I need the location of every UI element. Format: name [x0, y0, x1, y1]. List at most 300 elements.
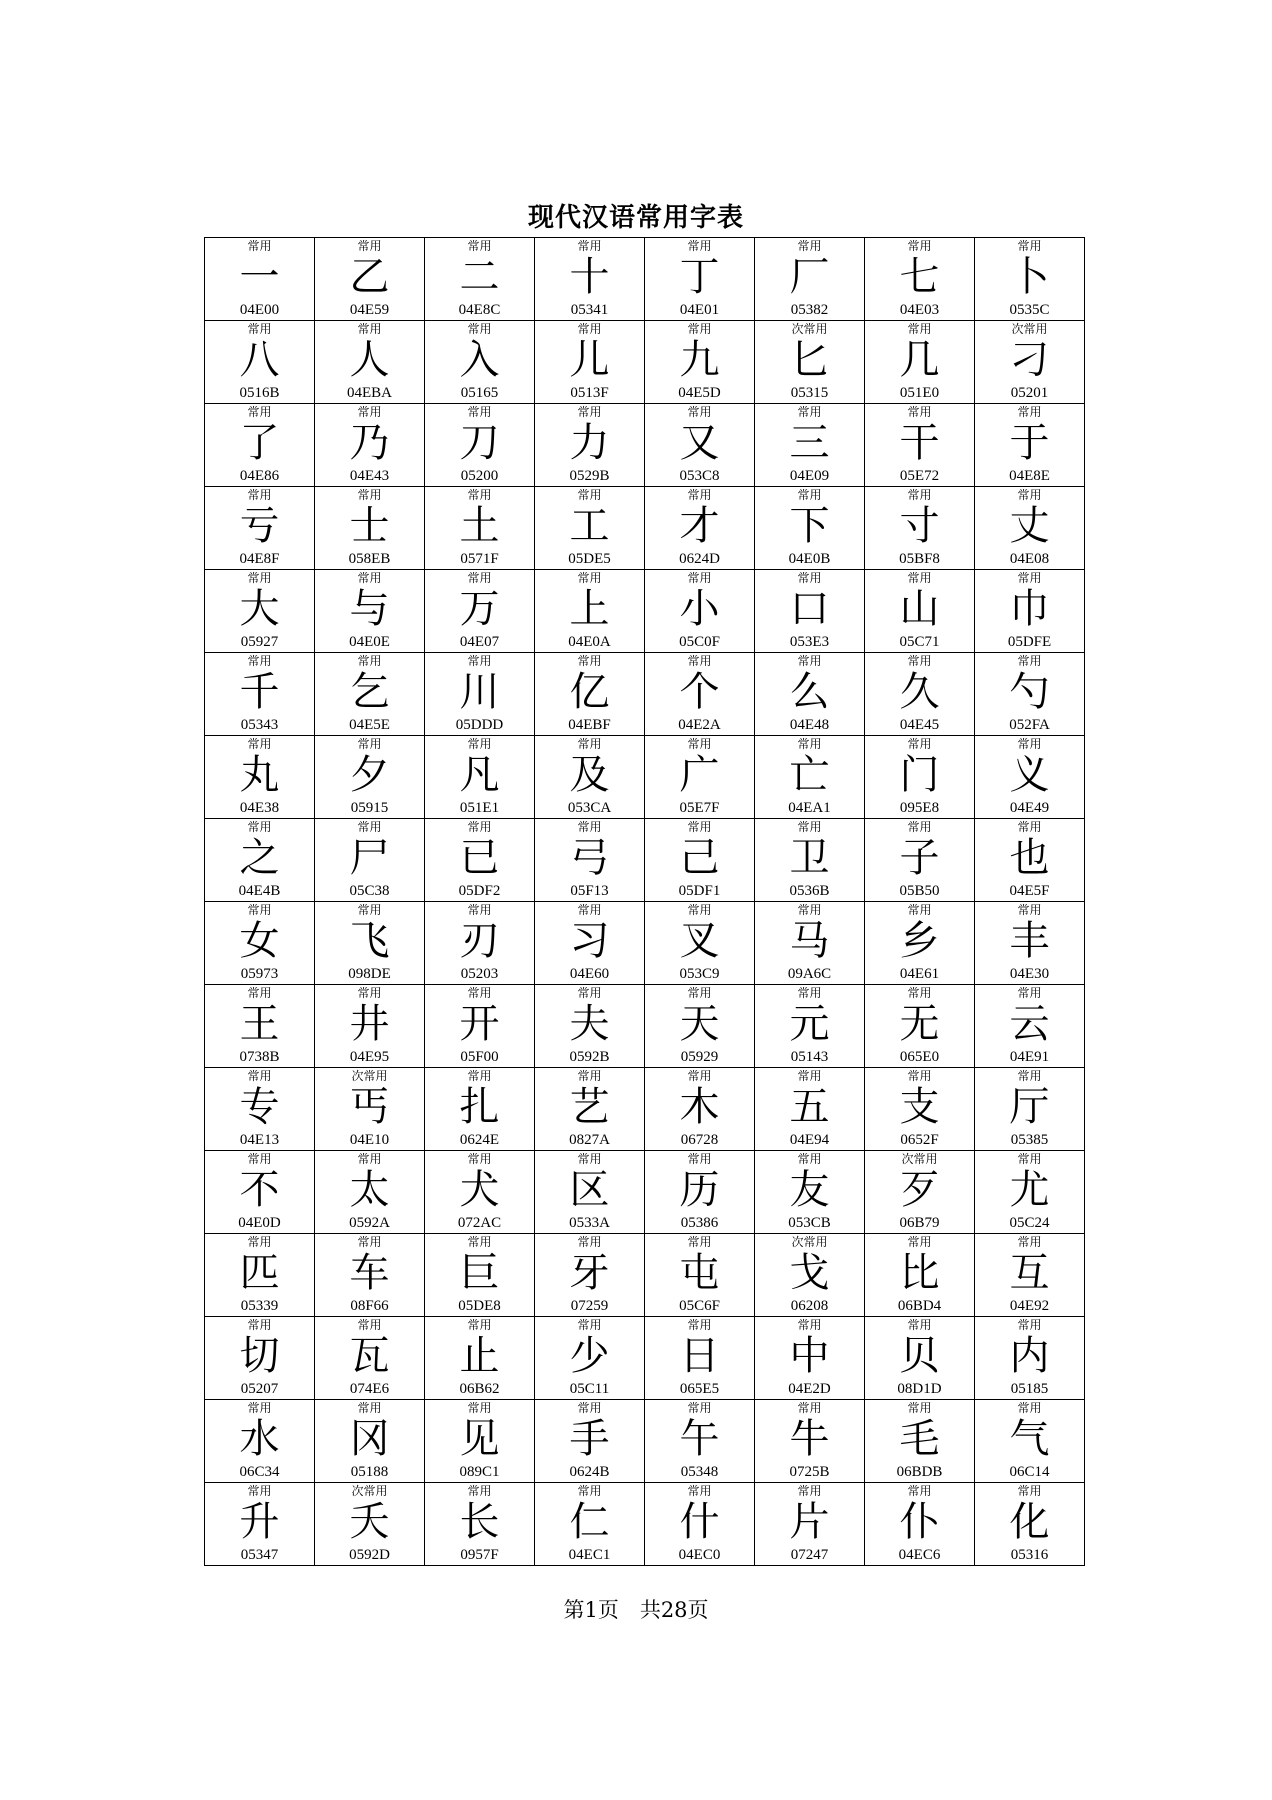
frequency-label: 常用 — [687, 737, 712, 751]
frequency-label: 常用 — [357, 1318, 382, 1332]
unicode-code: 04E5E — [349, 717, 390, 733]
character-cell — [315, 1068, 425, 1151]
character-cell — [865, 1151, 975, 1234]
frequency-label: 常用 — [687, 488, 712, 502]
character-cell-content — [975, 321, 1084, 403]
character-cell — [865, 1234, 975, 1317]
character-cell — [315, 736, 425, 819]
character-cell-content — [865, 653, 974, 735]
character-glyph: 化 — [1009, 1499, 1050, 1545]
character-cell-content — [425, 487, 534, 569]
character-cell-content — [645, 1068, 754, 1150]
character-cell-content — [205, 736, 314, 818]
unicode-code: 04E09 — [789, 468, 830, 484]
character-cell — [535, 819, 645, 902]
character-cell — [535, 1317, 645, 1400]
character-cell-content — [755, 653, 864, 735]
frequency-label: 常用 — [577, 405, 602, 419]
character-cell-content — [645, 902, 754, 984]
character-cell — [535, 653, 645, 736]
unicode-code: 05185 — [1010, 1381, 1049, 1397]
character-cell — [315, 902, 425, 985]
character-glyph: 万 — [459, 586, 500, 632]
frequency-label: 常用 — [247, 239, 272, 253]
unicode-code: 065E5 — [679, 1381, 720, 1397]
character-glyph: 丈 — [1009, 503, 1050, 549]
unicode-code: 06BD4 — [897, 1298, 942, 1314]
unicode-code: 05347 — [240, 1547, 279, 1563]
frequency-label: 常用 — [797, 1484, 822, 1498]
frequency-label: 常用 — [467, 737, 492, 751]
character-glyph: 夭 — [349, 1499, 390, 1545]
table-row — [205, 1400, 1085, 1483]
character-cell — [425, 1068, 535, 1151]
character-cell — [205, 1400, 315, 1483]
unicode-code: 05386 — [680, 1215, 719, 1231]
unicode-code: 05203 — [460, 966, 499, 982]
character-cell-content — [315, 321, 424, 403]
frequency-label: 常用 — [687, 1235, 712, 1249]
character-cell — [205, 653, 315, 736]
unicode-code: 05B50 — [899, 883, 940, 899]
character-cell-content — [865, 1400, 974, 1482]
unicode-code: 04E01 — [679, 302, 720, 318]
character-glyph: 卫 — [789, 835, 830, 881]
character-cell-content — [315, 1317, 424, 1399]
frequency-label: 常用 — [797, 903, 822, 917]
frequency-label: 常用 — [1017, 654, 1042, 668]
frequency-label: 常用 — [1017, 488, 1042, 502]
unicode-code: 05348 — [680, 1464, 719, 1480]
character-cell-content — [865, 487, 974, 569]
unicode-code: 05DDD — [455, 717, 504, 733]
character-glyph: 巾 — [1009, 586, 1050, 632]
frequency-label: 常用 — [907, 903, 932, 917]
frequency-label: 常用 — [247, 488, 272, 502]
character-cell — [205, 902, 315, 985]
character-cell-content — [975, 902, 1084, 984]
character-cell — [425, 653, 535, 736]
frequency-label: 常用 — [687, 654, 712, 668]
unicode-code: 04E5F — [1009, 883, 1050, 899]
character-cell — [535, 1068, 645, 1151]
character-cell — [865, 1068, 975, 1151]
table-row — [205, 1068, 1085, 1151]
frequency-label: 常用 — [687, 986, 712, 1000]
frequency-label: 常用 — [247, 405, 272, 419]
character-cell — [315, 570, 425, 653]
table-row — [205, 736, 1085, 819]
frequency-label: 常用 — [797, 1318, 822, 1332]
character-glyph: 气 — [1009, 1416, 1050, 1462]
frequency-label: 常用 — [357, 405, 382, 419]
character-cell — [645, 238, 755, 321]
frequency-label: 常用 — [687, 1152, 712, 1166]
character-glyph: 元 — [789, 1001, 830, 1047]
character-cell-content — [535, 487, 644, 569]
unicode-code: 053E3 — [789, 634, 830, 650]
character-cell-content — [535, 238, 644, 320]
frequency-label: 常用 — [357, 488, 382, 502]
character-glyph: 水 — [239, 1416, 280, 1462]
character-cell-content — [755, 1234, 864, 1316]
unicode-code: 0516B — [239, 385, 280, 401]
character-cell — [755, 321, 865, 404]
character-glyph: 匹 — [239, 1250, 280, 1296]
frequency-label: 常用 — [357, 571, 382, 585]
character-cell — [645, 570, 755, 653]
character-glyph: 凡 — [459, 752, 500, 798]
frequency-label: 常用 — [907, 654, 932, 668]
character-cell — [645, 902, 755, 985]
frequency-label: 常用 — [467, 488, 492, 502]
character-cell-content — [315, 1483, 424, 1565]
unicode-code: 0624E — [459, 1132, 500, 1148]
character-cell — [315, 238, 425, 321]
unicode-code: 04E61 — [899, 966, 940, 982]
character-cell-content — [425, 736, 534, 818]
character-cell — [425, 570, 535, 653]
character-cell — [205, 238, 315, 321]
frequency-label: 常用 — [907, 1401, 932, 1415]
unicode-code: 04E49 — [1009, 800, 1050, 816]
character-cell-content — [535, 819, 644, 901]
character-cell-content — [535, 404, 644, 486]
character-glyph: 乞 — [349, 669, 390, 715]
character-cell — [645, 1068, 755, 1151]
unicode-code: 053CA — [567, 800, 612, 816]
table-row — [205, 1234, 1085, 1317]
unicode-code: 05C38 — [349, 883, 390, 899]
character-glyph: 己 — [679, 835, 720, 881]
frequency-label: 常用 — [1017, 405, 1042, 419]
character-glyph: 车 — [349, 1250, 390, 1296]
frequency-label: 常用 — [1017, 903, 1042, 917]
unicode-code: 05929 — [680, 1049, 719, 1065]
frequency-label: 常用 — [687, 1484, 712, 1498]
unicode-code: 05339 — [240, 1298, 279, 1314]
table-row — [205, 1317, 1085, 1400]
character-cell-content — [975, 736, 1084, 818]
unicode-code: 04E10 — [349, 1132, 390, 1148]
unicode-code: 07247 — [790, 1547, 829, 1563]
character-glyph: 丐 — [349, 1084, 390, 1130]
character-cell-content — [535, 985, 644, 1067]
unicode-code: 04E8E — [1009, 468, 1050, 484]
character-cell — [865, 985, 975, 1068]
frequency-label: 常用 — [577, 737, 602, 751]
frequency-label: 常用 — [1017, 1069, 1042, 1083]
unicode-code: 05201 — [1010, 385, 1049, 401]
character-cell — [645, 985, 755, 1068]
character-table — [204, 237, 1085, 1566]
character-cell-content — [645, 653, 754, 735]
character-cell — [755, 819, 865, 902]
character-cell — [645, 321, 755, 404]
character-glyph: 犬 — [459, 1167, 500, 1213]
character-glyph: 不 — [239, 1167, 280, 1213]
character-cell-content — [975, 653, 1084, 735]
unicode-code: 04E95 — [349, 1049, 390, 1065]
frequency-label: 常用 — [467, 654, 492, 668]
character-cell-content — [315, 736, 424, 818]
character-glyph: 女 — [239, 918, 280, 964]
character-glyph: 刀 — [459, 420, 500, 466]
character-cell — [865, 736, 975, 819]
character-cell-content — [975, 238, 1084, 320]
character-cell-content — [425, 321, 534, 403]
character-cell-content — [975, 1400, 1084, 1482]
table-row — [205, 1151, 1085, 1234]
character-cell-content — [755, 902, 864, 984]
character-cell — [535, 1483, 645, 1566]
character-cell — [535, 487, 645, 570]
frequency-label: 常用 — [577, 1235, 602, 1249]
unicode-code: 04E0A — [568, 634, 611, 650]
character-cell-content — [645, 736, 754, 818]
unicode-code: 05E72 — [899, 468, 940, 484]
character-cell-content — [315, 1068, 424, 1150]
character-cell-content — [535, 736, 644, 818]
character-glyph: 中 — [789, 1333, 830, 1379]
frequency-label: 常用 — [577, 571, 602, 585]
character-cell — [975, 487, 1085, 570]
character-glyph: 升 — [239, 1499, 280, 1545]
character-cell-content — [755, 1151, 864, 1233]
character-cell-content — [315, 985, 424, 1067]
character-glyph: 弓 — [569, 835, 610, 881]
frequency-label: 常用 — [357, 903, 382, 917]
character-glyph: 什 — [679, 1499, 720, 1545]
character-cell-content — [645, 985, 754, 1067]
character-cell-content — [315, 404, 424, 486]
character-cell-content — [425, 238, 534, 320]
character-cell-content — [315, 653, 424, 735]
character-glyph: 亏 — [239, 503, 280, 549]
character-glyph: 专 — [239, 1084, 280, 1130]
character-glyph: 土 — [459, 503, 500, 549]
frequency-label: 常用 — [577, 1069, 602, 1083]
character-cell-content — [205, 653, 314, 735]
frequency-label: 常用 — [797, 1401, 822, 1415]
character-cell-content — [315, 1151, 424, 1233]
character-cell — [975, 1234, 1085, 1317]
table-row — [205, 902, 1085, 985]
frequency-label: 常用 — [577, 986, 602, 1000]
character-cell-content — [315, 1400, 424, 1482]
character-cell — [535, 1234, 645, 1317]
character-cell — [755, 653, 865, 736]
unicode-code: 04E08 — [1009, 551, 1050, 567]
character-glyph: 义 — [1009, 752, 1050, 798]
character-cell-content — [975, 819, 1084, 901]
character-cell — [535, 1151, 645, 1234]
character-cell-content — [425, 1068, 534, 1150]
character-glyph: 毛 — [899, 1416, 940, 1462]
character-glyph: 王 — [239, 1001, 280, 1047]
character-glyph: 七 — [899, 254, 940, 300]
frequency-label: 常用 — [1017, 571, 1042, 585]
frequency-label: 常用 — [247, 1235, 272, 1249]
character-glyph: 了 — [239, 420, 280, 466]
frequency-label: 常用 — [1017, 239, 1042, 253]
character-cell — [535, 321, 645, 404]
unicode-code: 06728 — [680, 1132, 719, 1148]
table-row — [205, 404, 1085, 487]
character-cell — [205, 819, 315, 902]
unicode-code: 0592D — [349, 1547, 390, 1563]
character-cell — [425, 1151, 535, 1234]
character-cell — [755, 985, 865, 1068]
character-cell — [205, 1068, 315, 1151]
character-cell-content — [755, 985, 864, 1067]
character-glyph: 十 — [569, 254, 610, 300]
character-cell — [425, 487, 535, 570]
character-cell-content — [645, 1234, 754, 1316]
character-cell — [865, 487, 975, 570]
unicode-code: 05382 — [790, 302, 829, 318]
character-cell — [205, 1151, 315, 1234]
character-glyph: 九 — [679, 337, 720, 383]
character-cell-content — [865, 1317, 974, 1399]
character-cell-content — [205, 321, 314, 403]
character-cell — [205, 487, 315, 570]
character-cell — [315, 1151, 425, 1234]
character-cell-content — [865, 1151, 974, 1233]
character-cell — [975, 570, 1085, 653]
character-glyph: 戈 — [789, 1250, 830, 1296]
unicode-code: 05315 — [790, 385, 829, 401]
character-cell-content — [755, 238, 864, 320]
table-row — [205, 1483, 1085, 1566]
character-cell — [645, 736, 755, 819]
frequency-label: 常用 — [907, 737, 932, 751]
frequency-label: 常用 — [247, 986, 272, 1000]
character-cell — [425, 1483, 535, 1566]
unicode-code: 0725B — [789, 1464, 830, 1480]
character-cell-content — [535, 653, 644, 735]
character-cell — [865, 238, 975, 321]
frequency-label: 常用 — [1017, 1484, 1042, 1498]
character-glyph: 一 — [239, 254, 280, 300]
character-cell — [865, 321, 975, 404]
frequency-label: 常用 — [247, 737, 272, 751]
character-cell — [865, 404, 975, 487]
character-glyph: 切 — [239, 1333, 280, 1379]
frequency-label: 常用 — [797, 654, 822, 668]
character-glyph: 习 — [569, 918, 610, 964]
character-cell — [425, 404, 535, 487]
character-cell — [975, 1317, 1085, 1400]
character-cell-content — [865, 404, 974, 486]
character-cell-content — [865, 238, 974, 320]
character-glyph: 大 — [239, 586, 280, 632]
character-glyph: 人 — [349, 337, 390, 383]
frequency-label: 常用 — [797, 1069, 822, 1083]
frequency-label: 常用 — [357, 737, 382, 751]
character-glyph: 久 — [899, 669, 940, 715]
character-glyph: 仆 — [899, 1499, 940, 1545]
character-cell — [315, 487, 425, 570]
character-cell-content — [425, 1151, 534, 1233]
character-glyph: 歹 — [899, 1167, 940, 1213]
frequency-label: 常用 — [467, 571, 492, 585]
character-cell — [975, 1068, 1085, 1151]
character-glyph: 亡 — [789, 752, 830, 798]
character-glyph: 口 — [789, 586, 830, 632]
frequency-label: 常用 — [467, 1235, 492, 1249]
character-glyph: 见 — [459, 1416, 500, 1462]
character-cell-content — [975, 985, 1084, 1067]
frequency-label: 次常用 — [901, 1152, 938, 1166]
unicode-code: 04E60 — [569, 966, 610, 982]
unicode-code: 0533A — [569, 1215, 610, 1231]
character-cell — [975, 1151, 1085, 1234]
unicode-code: 065E0 — [899, 1049, 940, 1065]
character-glyph: 止 — [459, 1333, 500, 1379]
character-cell — [315, 1483, 425, 1566]
unicode-code: 04E86 — [239, 468, 280, 484]
unicode-code: 06BDB — [896, 1464, 943, 1480]
frequency-label: 常用 — [1017, 1235, 1042, 1249]
frequency-label: 常用 — [797, 737, 822, 751]
character-cell-content — [645, 404, 754, 486]
character-cell-content — [865, 1483, 974, 1565]
character-glyph: 午 — [679, 1416, 720, 1462]
frequency-label: 次常用 — [351, 1069, 388, 1083]
unicode-code: 05DE5 — [568, 551, 611, 567]
character-cell-content — [425, 1234, 534, 1316]
character-glyph: 上 — [569, 586, 610, 632]
character-cell — [205, 321, 315, 404]
unicode-code: 0827A — [569, 1132, 610, 1148]
character-glyph: 山 — [899, 586, 940, 632]
frequency-label: 常用 — [907, 1484, 932, 1498]
unicode-code: 0592B — [569, 1049, 610, 1065]
page-title: 现代汉语常用字表 — [527, 203, 744, 233]
character-cell — [975, 819, 1085, 902]
unicode-code: 04E94 — [789, 1132, 830, 1148]
character-cell-content — [645, 1151, 754, 1233]
page-number: 第1页 共28页 — [563, 1598, 709, 1622]
character-glyph: 小 — [679, 586, 720, 632]
character-glyph: 乡 — [899, 918, 940, 964]
character-glyph: 井 — [349, 1001, 390, 1047]
character-glyph: 子 — [899, 835, 940, 881]
character-glyph: 乙 — [349, 254, 390, 300]
unicode-code: 05C6F — [679, 1298, 720, 1314]
character-glyph: 夫 — [569, 1001, 610, 1047]
unicode-code: 05973 — [240, 966, 279, 982]
frequency-label: 常用 — [467, 1069, 492, 1083]
character-cell — [865, 1400, 975, 1483]
character-cell-content — [755, 1483, 864, 1565]
character-cell-content — [865, 819, 974, 901]
frequency-label: 常用 — [247, 1484, 272, 1498]
character-cell-content — [755, 1400, 864, 1482]
character-glyph: 友 — [789, 1167, 830, 1213]
unicode-code: 05385 — [1010, 1132, 1049, 1148]
frequency-label: 常用 — [247, 820, 272, 834]
character-glyph: 开 — [459, 1001, 500, 1047]
character-cell — [975, 238, 1085, 321]
frequency-label: 常用 — [577, 654, 602, 668]
character-glyph: 太 — [349, 1167, 390, 1213]
character-cell — [755, 570, 865, 653]
unicode-code: 089C1 — [459, 1464, 500, 1480]
character-glyph: 屯 — [679, 1250, 720, 1296]
frequency-label: 常用 — [357, 1401, 382, 1415]
